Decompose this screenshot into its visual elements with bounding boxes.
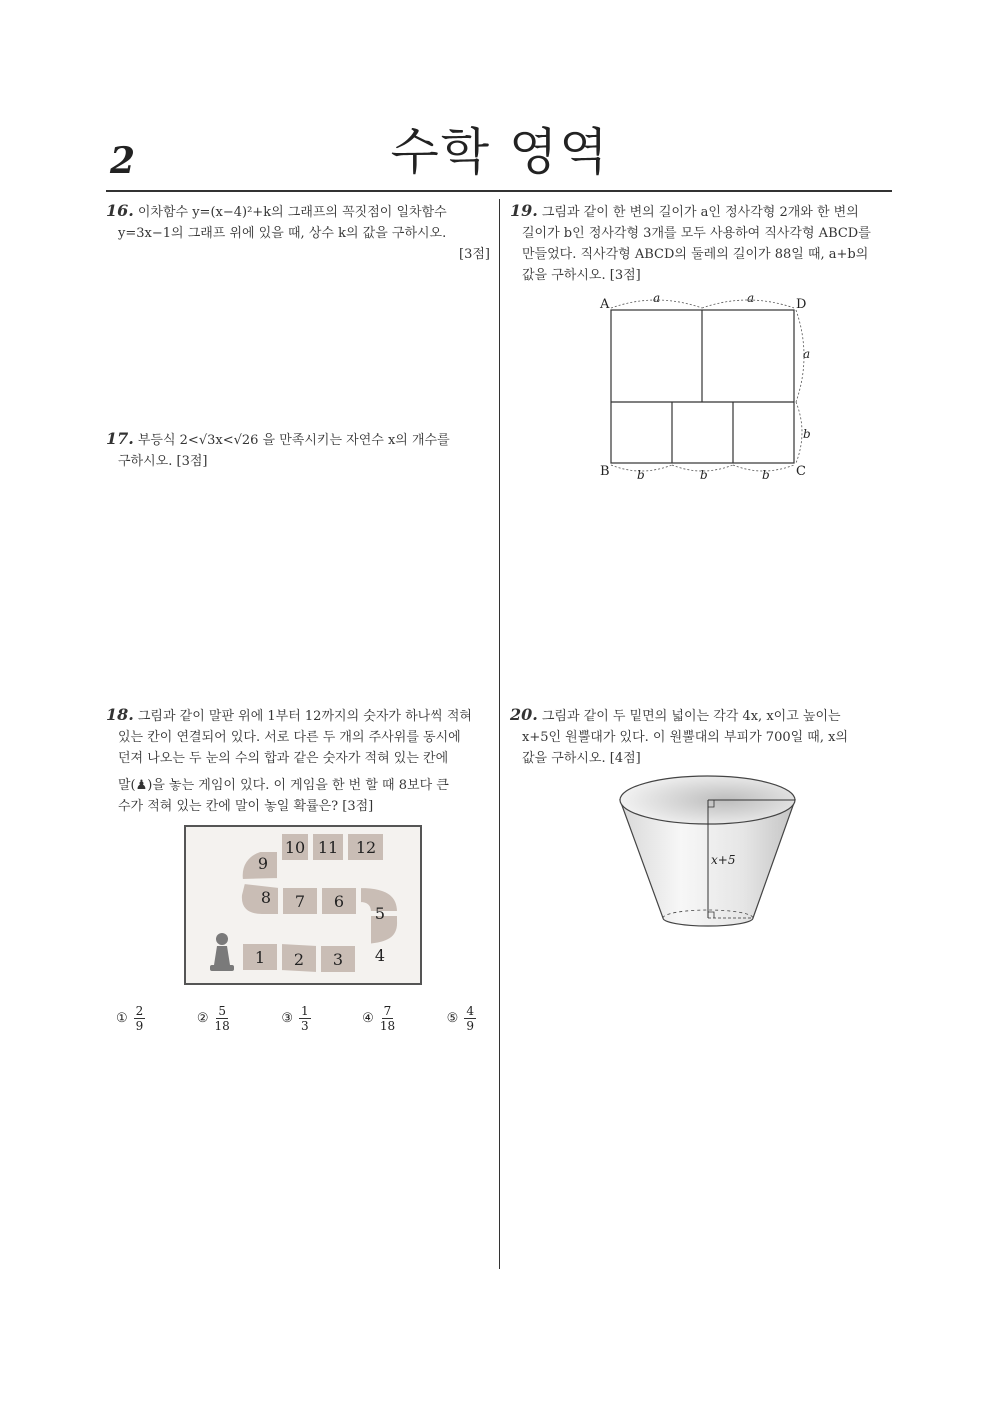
side-label: a xyxy=(653,291,661,305)
question-text: 값을 구하시오. [3점] xyxy=(522,268,641,283)
question-number: 19. xyxy=(510,201,538,220)
fraction-denominator: 18 xyxy=(379,1019,396,1033)
dimension-arc xyxy=(796,402,802,463)
fraction-numerator: 1 xyxy=(300,1004,309,1018)
choice-marker: ⑤ xyxy=(446,1011,459,1026)
choice-fraction xyxy=(299,1004,311,1033)
vertex-label-c: C xyxy=(796,464,806,479)
board-label-11: 11 xyxy=(317,838,339,857)
choice-marker: ④ xyxy=(362,1011,374,1026)
height-label: x+5 xyxy=(711,853,736,867)
question-text: 말(♟)을 놓는 게임이 있다. 이 게임을 한 번 할 때 8보다 큰 xyxy=(118,778,449,793)
question-text: 그림과 같이 한 변의 길이가 a인 정사각형 2개와 한 변의 xyxy=(541,205,859,220)
board-label-12: 12 xyxy=(355,838,377,857)
rectangle-abcd-figure xyxy=(595,290,825,485)
fraction-numerator: 7 xyxy=(383,1004,392,1018)
vertex-label-a: A xyxy=(600,297,610,312)
board-label-3: 3 xyxy=(332,950,344,969)
choice-marker: ② xyxy=(196,1011,209,1026)
side-label: a xyxy=(747,291,755,305)
points-label: [3점] xyxy=(459,247,490,262)
frustum-figure xyxy=(615,772,800,937)
choice-2[interactable] xyxy=(197,1004,230,1033)
side-label: b xyxy=(762,468,770,482)
question-19 xyxy=(510,200,890,286)
question-text: 그림과 같이 말판 위에 1부터 12까지의 숫자가 하나씩 적혀 xyxy=(137,709,472,724)
board-label-4: 4 xyxy=(374,946,386,965)
choice-4[interactable] xyxy=(362,1004,395,1033)
fraction-numerator: 4 xyxy=(466,1004,474,1018)
board-label-2: 2 xyxy=(293,950,305,969)
question-text: 부등식 2<√3x<√26 을 만족시키는 자연수 x의 개수를 xyxy=(137,433,450,448)
fraction-denominator: 3 xyxy=(300,1019,309,1033)
board-label-6: 6 xyxy=(333,892,345,911)
choice-marker: ③ xyxy=(281,1011,293,1026)
fraction-denominator: 18 xyxy=(214,1019,230,1033)
question-text: 이차함수 y=(x−4)²+k의 그래프의 꼭짓점이 일차함수 xyxy=(137,205,447,220)
choice-marker: ① xyxy=(116,1011,128,1026)
question-text: y=3x−1의 그래프 위에 있을 때, 상수 k의 값을 구하시오. xyxy=(118,226,447,241)
choice-3[interactable] xyxy=(281,1004,310,1033)
game-board-figure xyxy=(184,825,422,985)
side-label: b xyxy=(803,427,811,441)
question-text: 수가 적혀 있는 칸에 말이 놓일 확률은? [3점] xyxy=(118,799,374,814)
page-number: 2 xyxy=(110,140,136,182)
choice-5[interactable] xyxy=(447,1004,476,1033)
question-18 xyxy=(106,704,490,817)
fraction-denominator: 9 xyxy=(466,1019,474,1033)
board-label-10: 10 xyxy=(284,838,306,857)
question-text: 그림과 같이 두 밑면의 넓이는 각각 4x, x이고 높이는 xyxy=(541,709,841,724)
question-16 xyxy=(106,200,490,265)
question-number: 18. xyxy=(106,705,134,724)
fraction-numerator: 5 xyxy=(218,1004,226,1018)
header-divider xyxy=(106,190,892,192)
question-text: 만들었다. 직사각형 ABCD의 둘레의 길이가 88일 때, a+b의 xyxy=(522,247,869,262)
choice-fraction xyxy=(464,1004,476,1033)
fraction-denominator: 9 xyxy=(135,1019,144,1033)
choice-1[interactable] xyxy=(116,1004,145,1033)
column-divider xyxy=(499,199,500,1269)
board-label-9: 9 xyxy=(257,854,269,873)
question-20 xyxy=(510,704,890,769)
question-text: 구하시오. [3점] xyxy=(118,454,208,469)
side-label: b xyxy=(700,468,708,482)
question-number: 20. xyxy=(510,705,538,724)
question-text: 던져 나오는 두 눈의 수의 합과 같은 숫자가 적혀 있는 칸에 xyxy=(118,751,449,766)
choice-fraction xyxy=(380,1004,395,1033)
side-label: b xyxy=(637,468,645,482)
board-label-5: 5 xyxy=(374,904,386,923)
board-label-1: 1 xyxy=(254,948,266,967)
vertex-label-d: D xyxy=(796,297,807,312)
vertex-label-b: B xyxy=(600,464,610,479)
board-label-7: 7 xyxy=(294,892,306,911)
board-label-8: 8 xyxy=(260,888,272,907)
question-text: 길이가 b인 정사각형 3개를 모두 사용하여 직사각형 ABCD를 xyxy=(522,226,871,241)
choice-fraction xyxy=(134,1004,146,1033)
page-title: 수학 영역 xyxy=(390,123,610,181)
question-text: 값을 구하시오. [4점] xyxy=(522,751,641,766)
question-17 xyxy=(106,428,490,472)
choice-fraction xyxy=(215,1004,230,1033)
question-text: 있는 칸이 연결되어 있다. 서로 다른 두 개의 주사위를 동시에 xyxy=(118,730,461,745)
question-text: x+5인 원뿔대가 있다. 이 원뿔대의 부피가 700일 때, x의 xyxy=(522,730,849,745)
side-label: a xyxy=(803,347,811,361)
answer-choices xyxy=(116,1004,476,1033)
question-number: 17. xyxy=(106,429,134,448)
fraction-numerator: 2 xyxy=(135,1004,144,1018)
question-number: 16. xyxy=(106,201,134,220)
